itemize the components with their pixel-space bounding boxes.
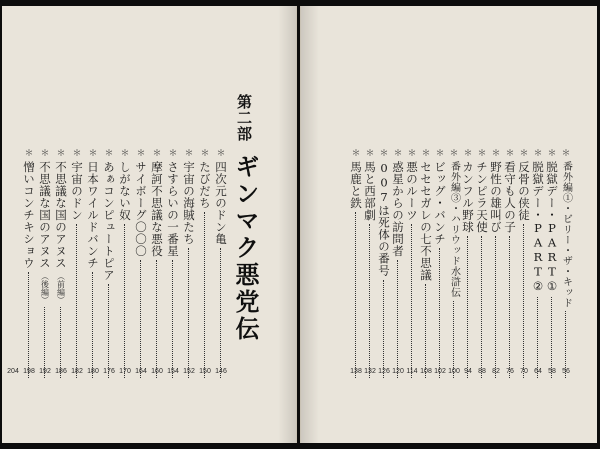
right-page bbox=[300, 6, 597, 443]
toc-entry bbox=[475, 149, 489, 381]
toc-entry-title: 惑星からの訪問者 bbox=[391, 161, 405, 257]
leader-dots bbox=[220, 248, 222, 378]
page-number: 204 bbox=[7, 368, 19, 375]
page-number: 154 bbox=[167, 368, 179, 375]
bullet-icon: ＊ bbox=[351, 149, 361, 159]
leader-dots bbox=[28, 272, 30, 378]
page-number: 186 bbox=[55, 368, 67, 375]
toc-entry bbox=[118, 149, 132, 381]
leader-dots bbox=[453, 301, 455, 379]
toc-entry-title: 看守も人の子 bbox=[503, 161, 517, 233]
toc-entry-title: 宇宙のドン bbox=[70, 161, 84, 221]
toc-entry bbox=[198, 149, 212, 381]
leader-dots bbox=[537, 297, 539, 379]
toc-entry-title: さすらいの一番星 bbox=[166, 161, 180, 257]
bullet-icon: ＊ bbox=[40, 149, 50, 159]
page-number: 192 bbox=[39, 368, 51, 375]
page-number: 88 bbox=[478, 368, 486, 375]
toc-entry bbox=[545, 149, 559, 381]
leader-dots bbox=[188, 248, 190, 378]
page-number: 102 bbox=[434, 368, 446, 375]
page-number: 182 bbox=[71, 368, 83, 375]
bullet-icon: ＊ bbox=[184, 149, 194, 159]
leader-dots bbox=[108, 284, 110, 378]
page-number: 114 bbox=[406, 368, 418, 375]
toc-entry-subtitle: （後編） bbox=[40, 272, 50, 304]
toc-entry-title: セセセガレの七不思議 bbox=[419, 161, 433, 281]
leader-dots bbox=[411, 224, 413, 378]
bullet-icon: ＊ bbox=[463, 149, 473, 159]
leader-dots bbox=[425, 284, 427, 378]
toc-entry bbox=[377, 149, 391, 381]
toc-entry-title: 007は死体の番号 bbox=[377, 161, 391, 277]
leader-dots bbox=[369, 224, 371, 378]
bullet-icon: ＊ bbox=[519, 149, 529, 159]
leader-dots bbox=[397, 260, 399, 378]
toc-entry bbox=[102, 149, 116, 381]
bullet-icon: ＊ bbox=[477, 149, 487, 159]
toc-entry-title: 憎いコンチキショウ bbox=[22, 161, 36, 269]
bullet-icon: ＊ bbox=[216, 149, 226, 159]
bullet-icon: ＊ bbox=[104, 149, 114, 159]
page-number: 64 bbox=[534, 368, 542, 375]
part-title: ギンマク悪党伝 bbox=[231, 154, 259, 343]
bullet-icon: ＊ bbox=[407, 149, 417, 159]
toc-entry bbox=[447, 149, 461, 381]
page-number: 94 bbox=[464, 368, 472, 375]
left-page bbox=[2, 6, 297, 443]
toc-entry bbox=[391, 149, 405, 381]
bullet-icon: ＊ bbox=[72, 149, 82, 159]
page-number: 138 bbox=[350, 368, 362, 375]
leader-dots bbox=[76, 224, 78, 378]
leader-dots bbox=[172, 260, 174, 378]
toc-entry bbox=[517, 149, 531, 381]
page-number: 160 bbox=[151, 368, 163, 375]
toc-entry-title: 馬と西部劇 bbox=[363, 161, 377, 221]
bullet-icon: ＊ bbox=[561, 149, 571, 159]
toc-entry bbox=[531, 149, 545, 381]
toc-entry-title: 四次元のドン亀 bbox=[214, 161, 228, 245]
leader-dots bbox=[156, 260, 158, 378]
toc-entry bbox=[405, 149, 419, 381]
bullet-icon: ＊ bbox=[533, 149, 543, 159]
toc-entry-title: 番外編③・ハリウッド水滸伝 bbox=[448, 161, 460, 298]
toc-entry bbox=[419, 149, 433, 381]
toc-entry-title: 摩訶不思議な悪役 bbox=[150, 161, 164, 257]
page-number: 108 bbox=[420, 368, 432, 375]
leader-dots bbox=[124, 224, 126, 378]
bullet-icon: ＊ bbox=[136, 149, 146, 159]
page-number: 56 bbox=[562, 368, 570, 375]
bullet-icon: ＊ bbox=[547, 149, 557, 159]
bullet-icon: ＊ bbox=[56, 149, 66, 159]
toc-entry-title: サイボーグ〇〇〇 bbox=[134, 161, 148, 257]
bullet-icon: ＊ bbox=[421, 149, 431, 159]
bullet-icon: ＊ bbox=[505, 149, 515, 159]
page-number: 82 bbox=[492, 368, 500, 375]
bullet-icon: ＊ bbox=[435, 149, 445, 159]
bullet-icon: ＊ bbox=[168, 149, 178, 159]
toc-entry-title: 番外編①・ビリー・ザ・キッド bbox=[560, 161, 572, 308]
bullet-icon: ＊ bbox=[491, 149, 501, 159]
leader-dots bbox=[481, 236, 483, 378]
page-number: 120 bbox=[392, 368, 404, 375]
toc-entry bbox=[489, 149, 503, 381]
toc-entry bbox=[150, 149, 164, 381]
bullet-icon: ＊ bbox=[88, 149, 98, 159]
bullet-icon: ＊ bbox=[152, 149, 162, 159]
leader-dots bbox=[551, 297, 553, 379]
page-number: 58 bbox=[548, 368, 556, 375]
page-number: 76 bbox=[506, 368, 514, 375]
leader-dots bbox=[140, 260, 142, 378]
bullet-icon: ＊ bbox=[120, 149, 130, 159]
toc-entry-title: 宇宙の海賊たち bbox=[182, 161, 196, 245]
page-number: 132 bbox=[364, 368, 376, 375]
toc-entry-title: 反骨の侠徒 bbox=[517, 161, 531, 221]
page-number: 70 bbox=[520, 368, 528, 375]
toc-entry-title: チンピラ天使 bbox=[475, 161, 489, 233]
toc-entry bbox=[22, 149, 36, 381]
page-number: 100 bbox=[448, 368, 460, 375]
bullet-icon: ＊ bbox=[200, 149, 210, 159]
leader-dots bbox=[92, 272, 94, 378]
page-number: 198 bbox=[23, 368, 35, 375]
toc-entry-title: カンフル野球 bbox=[461, 161, 475, 233]
bullet-icon: ＊ bbox=[393, 149, 403, 159]
toc-entry-title: 不思議な国のアヌス bbox=[54, 161, 68, 269]
toc-entry-title: 日本ワイルドバンチ bbox=[86, 161, 100, 269]
leader-dots bbox=[523, 224, 525, 378]
gutter-shadow bbox=[278, 6, 296, 443]
toc-entry bbox=[214, 149, 228, 381]
toc-entry bbox=[134, 149, 148, 381]
toc-entry bbox=[363, 149, 377, 381]
toc-entry-title: 悪のルーツ bbox=[405, 161, 419, 221]
toc-entry-title: しがない奴 bbox=[118, 161, 132, 221]
toc-entry bbox=[182, 149, 196, 381]
leader-dots bbox=[509, 236, 511, 378]
toc-entry bbox=[38, 149, 52, 381]
part-label: 第二部 bbox=[235, 94, 253, 142]
toc-entry-title: 脱獄デー・PART① bbox=[545, 161, 559, 294]
bullet-icon: ＊ bbox=[449, 149, 459, 159]
toc-entry bbox=[461, 149, 475, 381]
toc-entry bbox=[54, 149, 68, 381]
page-number: 164 bbox=[135, 368, 147, 375]
toc-entry-title: 不思議な国のアヌス bbox=[38, 161, 52, 269]
page-number: 180 bbox=[87, 368, 99, 375]
toc-entry bbox=[503, 149, 517, 381]
page-number: 146 bbox=[215, 368, 227, 375]
toc-entry bbox=[166, 149, 180, 381]
leader-dots bbox=[383, 280, 385, 379]
page-number: 176 bbox=[103, 368, 115, 375]
page-number: 150 bbox=[199, 368, 211, 375]
leader-dots bbox=[439, 248, 441, 378]
bullet-icon: ＊ bbox=[24, 149, 34, 159]
toc-entry-title: ビッグ・バンチ bbox=[433, 161, 447, 245]
toc-entry-title: 馬鹿と鉄 bbox=[349, 161, 363, 209]
leader-dots bbox=[204, 212, 206, 378]
toc-entry-title: たびだち bbox=[198, 161, 212, 209]
toc-entry bbox=[559, 149, 573, 381]
page-number: 152 bbox=[183, 368, 195, 375]
toc-entry bbox=[433, 149, 447, 381]
toc-entry bbox=[349, 149, 363, 381]
page-number: 170 bbox=[119, 368, 131, 375]
leader-dots bbox=[467, 236, 469, 378]
toc-entry-title: 野性の雄叫び bbox=[489, 161, 503, 233]
book-spread bbox=[2, 0, 598, 449]
toc-entry-title: あぁコンピュートピア bbox=[102, 161, 116, 281]
gutter-shadow bbox=[301, 6, 319, 443]
toc-entry-title: 脱獄デー・PART② bbox=[531, 161, 545, 294]
leader-dots bbox=[495, 236, 497, 378]
bullet-icon: ＊ bbox=[365, 149, 375, 159]
leader-dots bbox=[355, 212, 357, 378]
toc-entry bbox=[70, 149, 84, 381]
toc-entry-subtitle: （前編） bbox=[56, 272, 66, 304]
toc-entry bbox=[86, 149, 100, 381]
page-number: 126 bbox=[378, 368, 390, 375]
bullet-icon: ＊ bbox=[379, 149, 389, 159]
